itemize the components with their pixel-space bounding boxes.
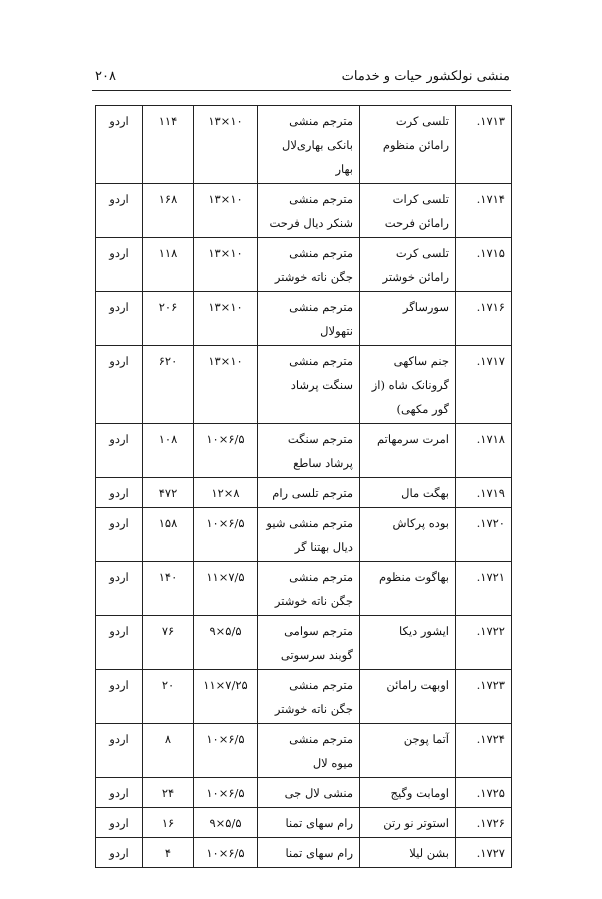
table-row	[96, 778, 512, 808]
translator-cell: مترجم منشی جگن ناته خوشتر	[258, 670, 360, 724]
table-row	[96, 808, 512, 838]
entry-number-cell: ۱۷۲۳.	[456, 670, 512, 724]
book-size-cell: ۵/۵×۹	[194, 808, 258, 838]
book-title-cell: تلسی کرت رامائن منظوم	[360, 106, 456, 184]
translator-cell: منشی لال جی	[258, 778, 360, 808]
book-title-cell: تلسی کرت رامائن خوشتر	[360, 238, 456, 292]
book-size-cell: ۱۰×۱۳	[194, 238, 258, 292]
book-title-cell: جنم ساکهی گرونانک شاه (از گور مکهی)	[360, 346, 456, 424]
translator-cell: رام سهای تمنا	[258, 808, 360, 838]
entry-number-cell: ۱۷۲۲.	[456, 616, 512, 670]
translator-cell: مترجم منشی جگن ناته خوشتر	[258, 238, 360, 292]
table-row	[96, 562, 512, 616]
language-cell: اردو	[96, 616, 143, 670]
table-row	[96, 292, 512, 346]
book-size-cell: ۷/۲۵×۱۱	[194, 670, 258, 724]
book-size-cell: ۶/۵×۱۰	[194, 724, 258, 778]
book-title-cell: تلسی کرات رامائن فرحت	[360, 184, 456, 238]
book-size-cell: ۵/۵×۹	[194, 616, 258, 670]
book-size-cell: ۱۰×۱۳	[194, 292, 258, 346]
entry-number-cell: ۱۷۱۸.	[456, 424, 512, 478]
language-cell: اردو	[96, 184, 143, 238]
table-row	[96, 478, 512, 508]
language-cell: اردو	[96, 238, 143, 292]
page-count-cell: ۲۰	[143, 670, 194, 724]
page-count-cell: ۶۲۰	[143, 346, 194, 424]
book-size-cell: ۶/۵×۱۰	[194, 778, 258, 808]
page-count-cell: ۱۴۰	[143, 562, 194, 616]
translator-cell: مترجم منشی شیو دیال بهتنا گر	[258, 508, 360, 562]
page-count-cell: ۴	[143, 838, 194, 868]
table-row	[96, 346, 512, 424]
page-count-cell: ۱۱۸	[143, 238, 194, 292]
book-title-cell: بشن لیلا	[360, 838, 456, 868]
translator-cell: مترجم منشی میوه لال	[258, 724, 360, 778]
translator-cell: مترجم منشی شنکر دیال فرحت	[258, 184, 360, 238]
entry-number-cell: ۱۷۱۷.	[456, 346, 512, 424]
running-header-title: منشی نولکشور حیات و خدمات	[341, 69, 510, 84]
book-title-cell: اوبهت رامائن	[360, 670, 456, 724]
entry-number-cell: ۱۷۲۶.	[456, 808, 512, 838]
book-title-cell: آتما پوجن	[360, 724, 456, 778]
translator-cell: مترجم منشی جگن ناته خوشتر	[258, 562, 360, 616]
entry-number-cell: ۱۷۲۰.	[456, 508, 512, 562]
page-count-cell: ۲۰۶	[143, 292, 194, 346]
book-size-cell: ۱۰×۱۳	[194, 346, 258, 424]
language-cell: اردو	[96, 838, 143, 868]
page-count-cell: ۲۴	[143, 778, 194, 808]
page-count-cell: ۴۷۲	[143, 478, 194, 508]
table-row	[96, 616, 512, 670]
page-count-cell: ۸	[143, 724, 194, 778]
book-title-cell: بهگت مال	[360, 478, 456, 508]
entry-number-cell: ۱۷۱۳.	[456, 106, 512, 184]
entry-number-cell: ۱۷۲۷.	[456, 838, 512, 868]
entry-number-cell: ۱۷۲۱.	[456, 562, 512, 616]
entry-number-cell: ۱۷۱۴.	[456, 184, 512, 238]
language-cell: اردو	[96, 778, 143, 808]
table-row	[96, 106, 512, 184]
table-row	[96, 424, 512, 478]
entry-number-cell: ۱۷۲۴.	[456, 724, 512, 778]
catalog-table-body	[96, 106, 512, 868]
page-count-cell: ۱۵۸	[143, 508, 194, 562]
page-count-cell: ۱۱۴	[143, 106, 194, 184]
book-size-cell: ۶/۵×۱۰	[194, 424, 258, 478]
entry-number-cell: ۱۷۱۶.	[456, 292, 512, 346]
translator-cell: مترجم منشی بانکی بهاری‌لال بهار	[258, 106, 360, 184]
language-cell: اردو	[96, 478, 143, 508]
page-number: ۲۰۸	[95, 69, 116, 84]
catalog-table	[95, 105, 512, 868]
page-count-cell: ۱۰۸	[143, 424, 194, 478]
book-size-cell: ۶/۵×۱۰	[194, 508, 258, 562]
translator-cell: مترجم سوامی گوبند سرسوتی	[258, 616, 360, 670]
book-title-cell: امرت سرمهاتم	[360, 424, 456, 478]
language-cell: اردو	[96, 724, 143, 778]
entry-number-cell: ۱۷۱۹.	[456, 478, 512, 508]
page-count-cell: ۱۶۸	[143, 184, 194, 238]
book-size-cell: ۱۰×۱۳	[194, 106, 258, 184]
table-row	[96, 508, 512, 562]
entry-number-cell: ۱۷۱۵.	[456, 238, 512, 292]
book-title-cell: اومابت وگیج	[360, 778, 456, 808]
language-cell: اردو	[96, 508, 143, 562]
language-cell: اردو	[96, 424, 143, 478]
book-title-cell: بوده پرکاش	[360, 508, 456, 562]
language-cell: اردو	[96, 292, 143, 346]
entry-number-cell: ۱۷۲۵.	[456, 778, 512, 808]
language-cell: اردو	[96, 562, 143, 616]
book-title-cell: ایشور دیکا	[360, 616, 456, 670]
translator-cell: مترجم منشی سنگت پرشاد	[258, 346, 360, 424]
language-cell: اردو	[96, 106, 143, 184]
page-count-cell: ۷۶	[143, 616, 194, 670]
language-cell: اردو	[96, 670, 143, 724]
translator-cell: مترجم منشی نتهولال	[258, 292, 360, 346]
language-cell: اردو	[96, 808, 143, 838]
table-row	[96, 184, 512, 238]
book-size-cell: ۸×۱۲	[194, 478, 258, 508]
page-count-cell: ۱۶	[143, 808, 194, 838]
book-title-cell: بهاگوت منظوم	[360, 562, 456, 616]
translator-cell: رام سهای تمنا	[258, 838, 360, 868]
table-row	[96, 724, 512, 778]
language-cell: اردو	[96, 346, 143, 424]
translator-cell: مترجم تلسی رام	[258, 478, 360, 508]
table-row	[96, 838, 512, 868]
book-size-cell: ۶/۵×۱۰	[194, 838, 258, 868]
book-title-cell: استوتر نو رتن	[360, 808, 456, 838]
header-rule	[92, 90, 511, 91]
table-row	[96, 670, 512, 724]
book-title-cell: سورساگر	[360, 292, 456, 346]
table-row	[96, 238, 512, 292]
book-size-cell: ۷/۵×۱۱	[194, 562, 258, 616]
translator-cell: مترجم سنگت پرشاد ساطع	[258, 424, 360, 478]
book-size-cell: ۱۰×۱۳	[194, 184, 258, 238]
